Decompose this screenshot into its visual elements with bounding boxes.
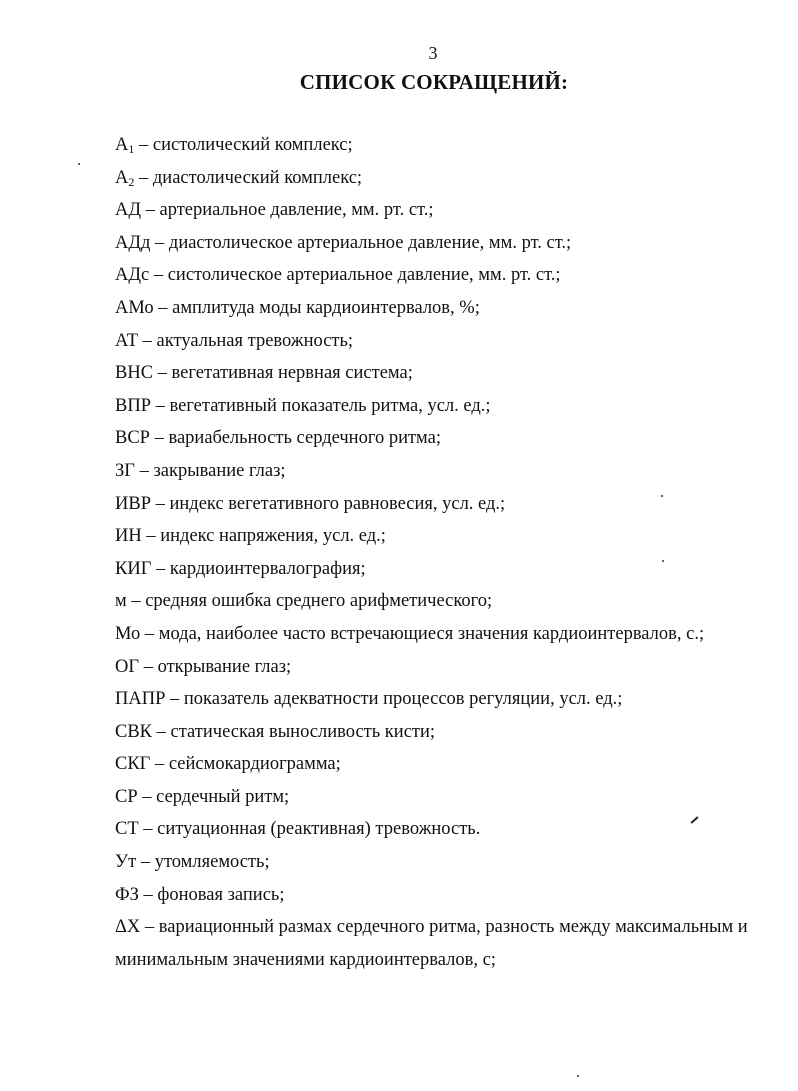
abbreviation-item (115, 883, 775, 908)
abbreviation-definition: – кардиоинтервалография; (151, 558, 366, 579)
abbreviation-definition: – показатель адекватности процессов регуляции, усл. ед.; (165, 689, 623, 710)
abbreviation-term: СВК (115, 721, 153, 742)
abbreviation-item (115, 459, 775, 484)
abbreviation-item (115, 850, 775, 875)
abbreviation-item (115, 524, 775, 549)
abbreviation-item (115, 492, 775, 517)
abbreviation-item (115, 198, 775, 223)
abbreviation-definition: – актуальная тревожность; (138, 330, 354, 351)
abbreviation-definition: – амплитуда моды кардиоинтервалов, %; (153, 297, 480, 318)
abbreviation-subscript: 1 (128, 142, 135, 156)
abbreviation-item (115, 231, 775, 256)
abbreviation-list (115, 133, 775, 985)
abbreviation-definition: – мода, наиболее часто встречающиеся значения кардиоинтервалов, с.; (140, 623, 705, 644)
abbreviation-definition: – диастолический комплекс; (134, 167, 363, 188)
abbreviation-definition: – артериальное давление, мм. рт. ст.; (140, 200, 434, 221)
abbreviation-item (115, 911, 775, 977)
abbreviation-item (115, 720, 775, 745)
abbreviation-definition: – закрывание глаз; (134, 460, 286, 481)
abbreviation-term: Ут (115, 852, 137, 873)
abbreviation-term: СТ (115, 819, 139, 840)
abbreviation-definition: – вариабельность сердечного ритма; (149, 428, 441, 449)
abbreviation-definition: – вариационный размах сердечного ритма, разность между максимальным и минимальным значениями кардиоинтервалов, с; (115, 917, 748, 971)
abbreviation-item (115, 589, 775, 614)
scan-speck (577, 1075, 579, 1077)
abbreviation-definition: – вегетативный показатель ритма, усл. ед.; (151, 395, 491, 416)
abbreviation-item (115, 557, 775, 582)
abbreviation-term: СКГ (115, 754, 151, 775)
abbreviation-term: ЗГ (115, 460, 135, 481)
abbreviation-term: ВСР (115, 428, 150, 449)
abbreviation-item (115, 817, 775, 842)
abbreviation-item (115, 133, 775, 158)
scan-speck (662, 560, 664, 562)
abbreviation-definition: – систолическое артериальное давление, мм. рт. ст.; (149, 265, 561, 286)
scan-speck (661, 495, 663, 497)
abbreviation-term: СР (115, 786, 138, 807)
abbreviation-term: АДс (115, 265, 150, 286)
abbreviation-term: КИГ (115, 558, 152, 579)
abbreviation-item (115, 622, 775, 647)
abbreviation-term: АТ (115, 330, 139, 351)
abbreviation-definition: – сердечный ритм; (137, 786, 290, 807)
abbreviation-definition: – диастолическое артериальное давление, мм. рт. ст.; (150, 232, 572, 253)
abbreviation-term: АДд (115, 232, 151, 253)
abbreviation-definition: – индекс напряжения, усл. ед.; (141, 526, 386, 547)
abbreviation-definition: – статическая выносливость кисти; (152, 721, 436, 742)
abbreviation-definition: – индекс вегетативного равновесия, усл. ед.; (151, 493, 506, 514)
abbreviation-definition: – открывание глаз; (139, 656, 292, 677)
abbreviation-definition: – сейсмокардиограмма; (150, 754, 341, 775)
abbreviation-term: м (115, 591, 127, 612)
abbreviation-term: $А_1$ (115, 135, 135, 156)
abbreviation-term: Мо (115, 623, 141, 644)
abbreviation-item (115, 426, 775, 451)
abbreviation-term: $А_2$ (115, 167, 135, 189)
abbreviation-item (115, 296, 775, 321)
scan-speck (78, 163, 80, 165)
abbreviation-term: ΔХ (115, 917, 141, 938)
abbreviation-item (115, 361, 775, 386)
abbreviation-definition: – фоновая запись; (138, 884, 285, 905)
abbreviation-term: ВПР (115, 395, 151, 416)
abbreviation-definition: – систолический комплекс; (134, 135, 353, 155)
abbreviation-term: ПАПР (115, 689, 166, 710)
abbreviation-term: ИВР (115, 493, 151, 514)
abbreviation-item (115, 394, 775, 419)
abbreviation-term: ВНС (115, 363, 154, 384)
abbreviation-term: АД (115, 200, 141, 221)
abbreviation-item (115, 655, 775, 680)
abbreviation-term: АМо (115, 297, 154, 318)
abbreviation-item (115, 785, 775, 810)
page-title: СПИСОК СОКРАЩЕНИЙ: (299, 70, 569, 94)
abbreviation-definition: – вегетативная нервная система; (153, 363, 413, 384)
abbreviation-definition: – ситуационная (реактивная) тревожность. (138, 819, 481, 840)
abbreviation-definition: – средняя ошибка среднего арифметического; (126, 591, 493, 612)
abbreviation-definition: – утомляемость; (136, 852, 270, 873)
abbreviation-subscript: 2 (128, 174, 135, 189)
abbreviation-item (115, 752, 775, 777)
abbreviation-item (115, 329, 775, 354)
abbreviation-item (115, 166, 775, 191)
page-number: 3 (428, 43, 438, 63)
abbreviation-term: ОГ (115, 656, 140, 677)
abbreviation-item (115, 687, 775, 712)
abbreviation-term: ФЗ (115, 884, 139, 905)
abbreviation-item (115, 263, 775, 288)
abbreviation-term: ИН (115, 526, 142, 547)
